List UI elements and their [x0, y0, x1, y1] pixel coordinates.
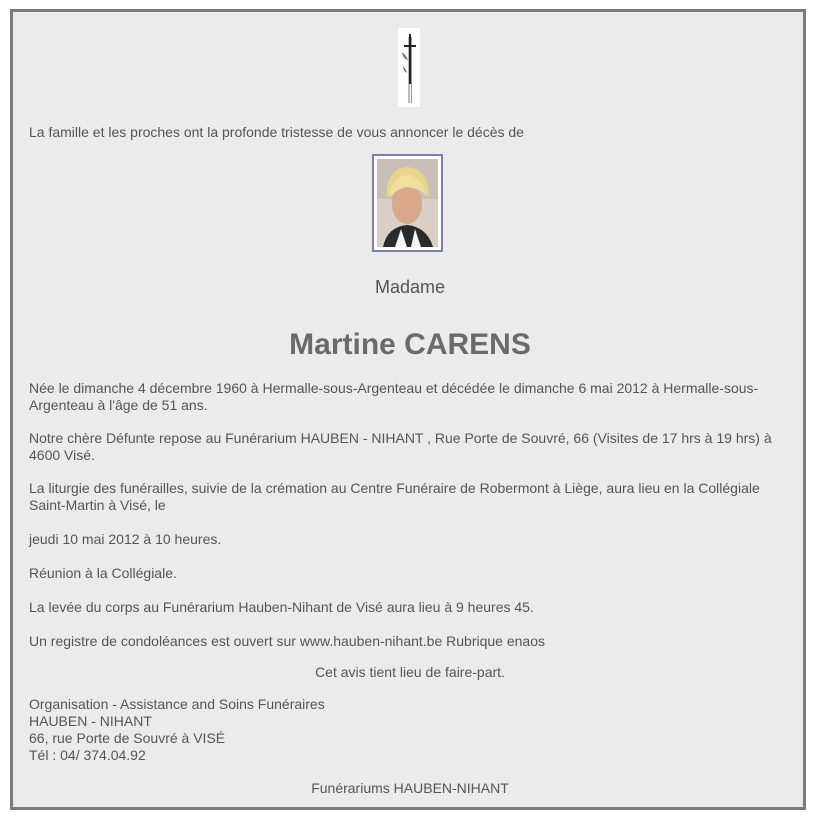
birth-death-text: Née le dimanche 4 décembre 1960 à Hermalle-sous-Argenteau et décédée le dimanche 6 mai 2012 à Hermalle-sous-Argenteau à l'âge de 51 ans. [29, 380, 759, 413]
obituary-frame [10, 9, 806, 810]
organisation-line-2: HAUBEN - NIHANT [29, 713, 152, 729]
deceased-name: Martine CARENS [289, 328, 531, 361]
repose-text: Notre chère Défunte repose au Funérarium HAUBEN - NIHANT , Rue Porte de Souvré, 66 (Visites de 17 hrs à 19 hrs) à 4600 Visé. [29, 430, 772, 463]
levee-text: La levée du corps au Funérarium Hauben-Nihant de Visé aura lieu à 9 heures 45. [29, 599, 534, 615]
organisation-line-3: 66, rue Porte de Souvré à VISÉ [29, 730, 226, 746]
organisation-line-1: Organisation - Assistance and Soins Funéraires [29, 696, 325, 712]
deceased-photo [372, 154, 443, 252]
funeral-date-text: jeudi 10 mai 2012 à 10 heures. [29, 531, 222, 547]
organisation-phone: Tél : 04/ 374.04.92 [29, 747, 146, 763]
register-text: Un registre de condoléances est ouvert sur www.hauben-nihant.be Rubrique enaos [29, 633, 545, 649]
salutation: Madame [374, 277, 446, 297]
intro-text: La famille et les proches ont la profonde tristesse de vous annoncer le décès de [29, 124, 524, 140]
cross-icon [398, 28, 420, 107]
liturgy-text: La liturgie des funérailles, suivie de la crémation au Centre Funéraire de Robermont à Liège, aura lieu en la Collégiale Saint-Martin à Visé, le [29, 480, 760, 513]
footer-text: Funérariums HAUBEN-NIHANT [311, 780, 509, 796]
meeting-text: Réunion à la Collégiale. [29, 565, 177, 581]
notice-text: Cet avis tient lieu de faire-part. [315, 664, 505, 680]
